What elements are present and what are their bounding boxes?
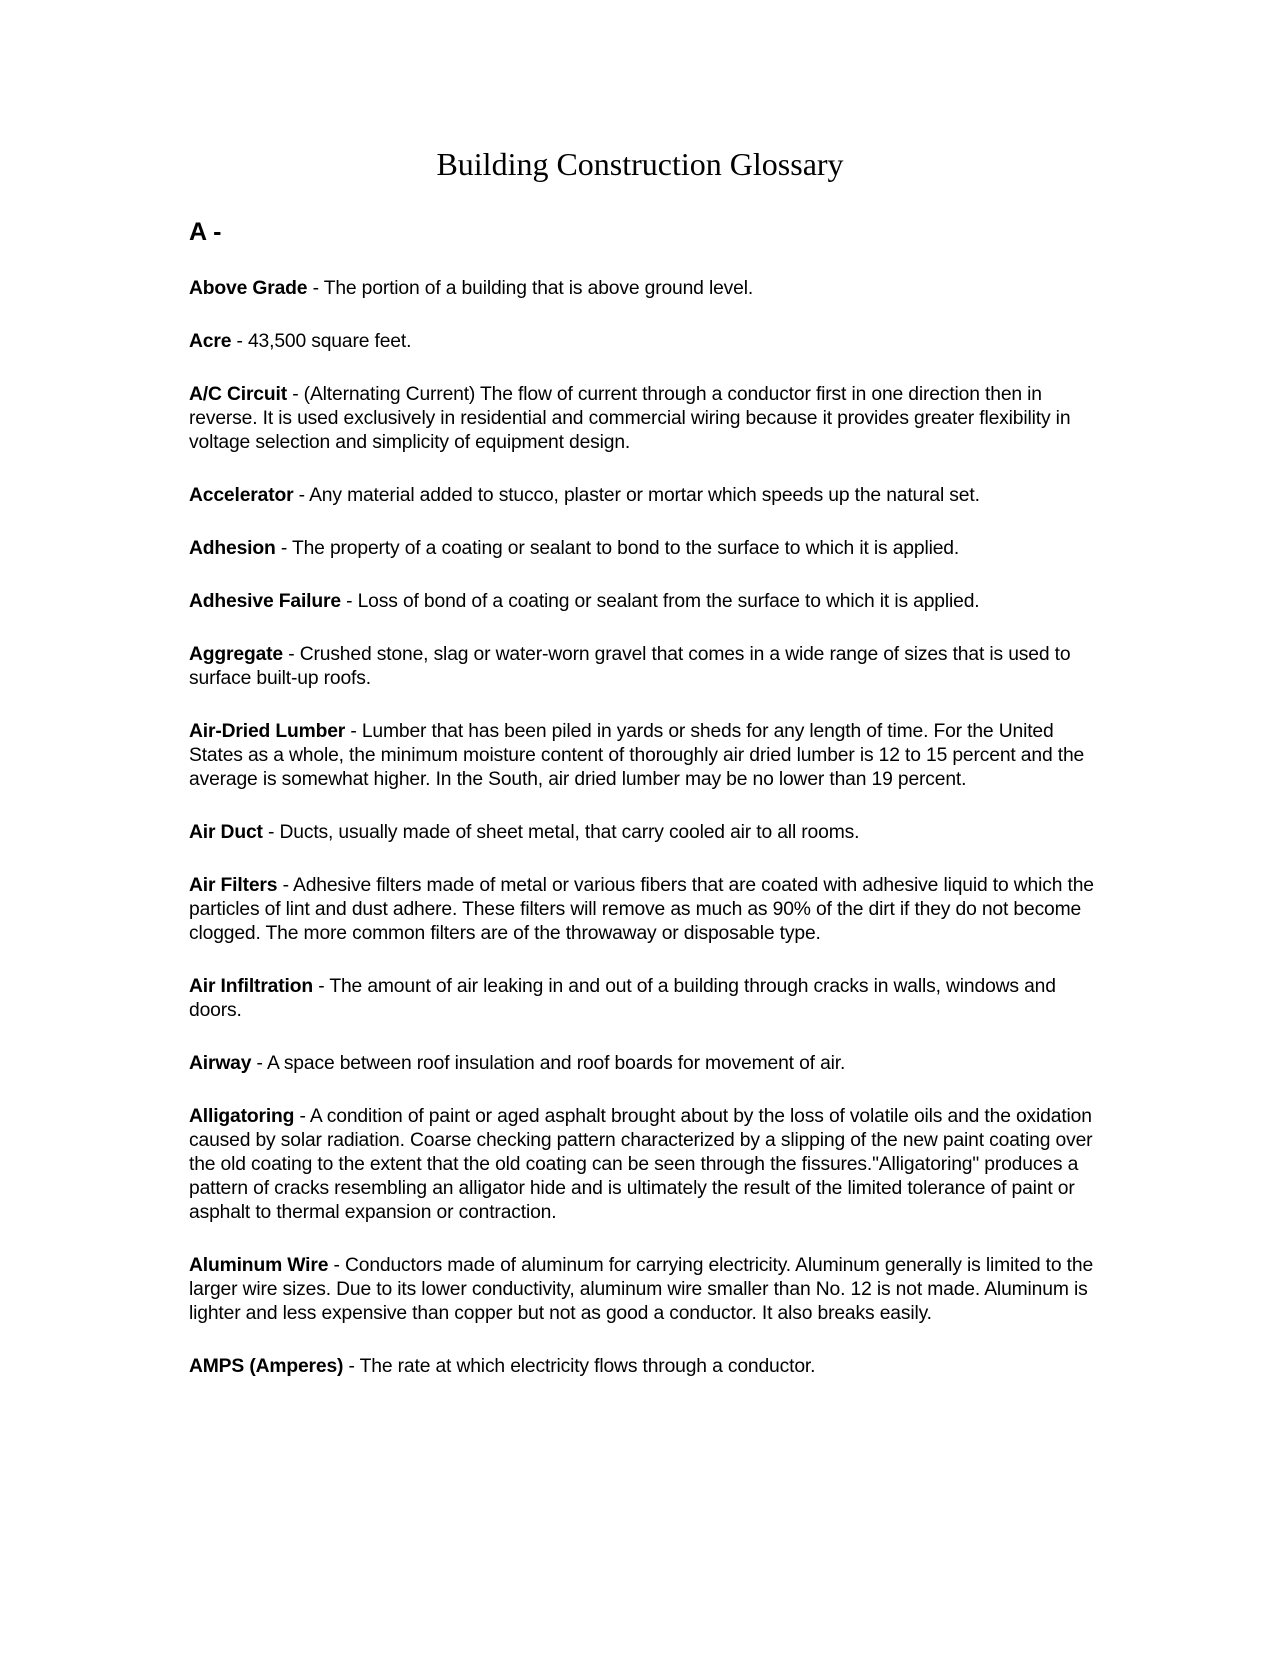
glossary-entry (189, 1105, 1099, 1225)
glossary-entry (189, 720, 1099, 792)
entry-term: Air Infiltration (189, 976, 313, 997)
entry-definition: - A condition of paint or aged asphalt brought about by the loss of volatile oils and the oxidation caused by solar radiation. Coarse checking pattern characterized by a slipping of the new paint coating over the old coating to the extent that the old coating can be seen through the fissures."Alligatoring" produces a pattern of cracks resembling an alligator hide and is ultimately the result of the limited tolerance of paint or asphalt to thermal expansion or contraction. (189, 1106, 1093, 1223)
entry-definition: - Any material added to stucco, plaster or mortar which speeds up the natural set. (293, 485, 980, 506)
entry-term: Adhesion (189, 538, 276, 559)
glossary-entry (189, 1355, 1099, 1379)
entry-term: Alligatoring (189, 1106, 295, 1127)
glossary-entry (189, 590, 1099, 614)
entry-term: Air Duct (189, 822, 263, 843)
entry-term: Air-Dried Lumber (189, 721, 346, 742)
glossary-entry (189, 1052, 1099, 1076)
entry-term: Above Grade (189, 278, 308, 299)
entry-definition: - The rate at which electricity flows through a conductor. (343, 1356, 816, 1377)
entry-term: AMPS (Amperes) (189, 1356, 344, 1377)
section-heading: A - (189, 218, 222, 246)
glossary-entry (189, 484, 1099, 508)
entry-definition: - Loss of bond of a coating or sealant from the surface to which it is applied. (340, 591, 980, 612)
entry-term: Aluminum Wire (189, 1255, 329, 1276)
entry-definition: - (Alternating Current) The flow of current through a conductor first in one direction then in reverse. It is used exclusively in residential and commercial wiring because it provides greater flexibility in voltage selection and simplicity of equipment design. (189, 384, 1071, 453)
entry-definition: - Crushed stone, slag or water-worn gravel that comes in a wide range of sizes that is used to surface built-up roofs. (189, 644, 1071, 689)
glossary-entry (189, 277, 1099, 301)
entry-definition: - Conductors made of aluminum for carrying electricity. Aluminum generally is limited to the larger wire sizes. Due to its lower conductivity, aluminum wire smaller than No. 12 is not made. Aluminum is lighter and less expensive than copper but not as good a conductor. It also breaks easily. (189, 1255, 1094, 1324)
entry-definition: - Lumber that has been piled in yards or sheds for any length of time. For the United States as a whole, the minimum moisture content of thoroughly air dried lumber is 12 to 15 percent and the average is somewhat higher. In the South, air dried lumber may be no lower than 19 percent. (189, 721, 1085, 790)
entry-term: Acre (189, 331, 232, 352)
entry-term: Air Filters (189, 875, 278, 896)
glossary-list (189, 277, 1099, 1408)
entry-term: Aggregate (189, 644, 284, 665)
glossary-entry (189, 1254, 1099, 1326)
glossary-entry (189, 383, 1099, 455)
glossary-entry (189, 874, 1099, 946)
entry-definition: - 43,500 square feet. (231, 331, 412, 352)
page-title: Building Construction Glossary (436, 146, 844, 182)
entry-definition: - Ducts, usually made of sheet metal, that carry cooled air to all rooms. (262, 822, 860, 843)
glossary-entry (189, 975, 1099, 1023)
entry-definition: - Adhesive filters made of metal or various fibers that are coated with adhesive liquid to which the particles of lint and dust adhere. These filters will remove as much as 90% of the dirt if they do not become clogged. The more common filters are of the throwaway or disposable type. (189, 875, 1094, 944)
glossary-entry (189, 821, 1099, 845)
entry-term: Accelerator (189, 485, 294, 506)
entry-definition: - The portion of a building that is above ground level. (307, 278, 754, 299)
glossary-entry (189, 537, 1099, 561)
entry-term: Airway (189, 1053, 252, 1074)
entry-definition: - A space between roof insulation and roof boards for movement of air. (251, 1053, 846, 1074)
entry-term: Adhesive Failure (189, 591, 341, 612)
glossary-entry (189, 643, 1099, 691)
entry-term: A/C Circuit (189, 384, 287, 405)
entry-definition: - The property of a coating or sealant to bond to the surface to which it is applied. (275, 538, 960, 559)
entry-definition: - The amount of air leaking in and out of a building through cracks in walls, windows and doors. (189, 976, 1056, 1021)
glossary-entry (189, 330, 1099, 354)
